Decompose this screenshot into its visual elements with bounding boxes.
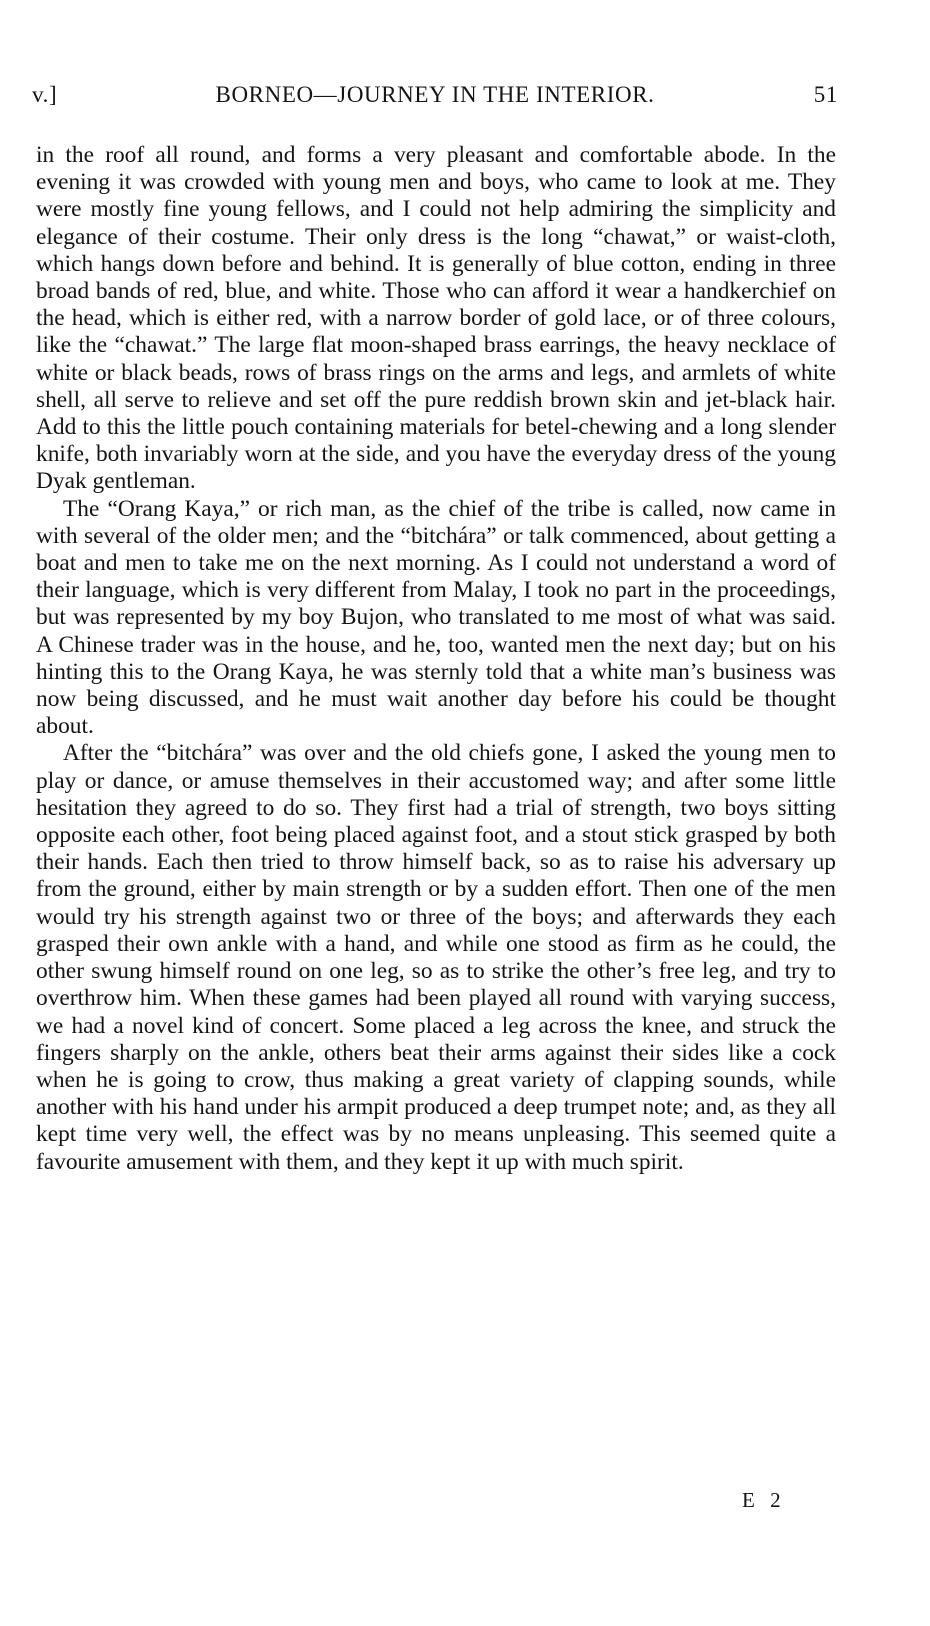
body-text <box>36 142 836 1176</box>
signature-mark: E 2 <box>742 1488 786 1512</box>
page-number: 51 <box>813 82 838 107</box>
paragraph-continued: in the roof all round, and forms a very pleasant and comfortable abode. In the evening it was crowded with young men and boys, who came to look at me. They were mostly fine young fellows, and I could not help admiring the simplicity and elegance of their costume. Their only dress is the long “chawat,” or waist-cloth, which hangs down before and behind. It is generally of blue cotton, ending in three broad bands of red, blue, and white. Those who can afford it wear a handkerchief on the head, which is either red, with a narrow border of gold lace, or of three colours, like the “chawat.” The large flat moon-shaped brass earrings, the heavy necklace of white or black beads, rows of brass rings on the arms and legs, and armlets of white shell, all serve to relieve and set off the pure reddish brown skin and jet-black hair. Add to this the little pouch containing materials for betel-chewing and a long slender knife, both invariably worn at the side, and you have the everyday dress of the young Dyak gentleman. <box>36 142 836 495</box>
paragraph-games: After the “bitchára” was over and the old chiefs gone, I asked the young men to play or dance, or amuse themselves in their accustomed way; and after some little hesitation they agreed to do so. They first had a trial of strength, two boys sitting opposite each other, foot being placed against foot, and a stout stick grasped by both their hands. Each then tried to throw himself back, so as to raise his adversary up from the ground, either by main strength or by a sudden effort. Then one of the men would try his strength against two or three of the boys; and afterwards they each grasped their own ankle with a hand, and while one stood as firm as he could, the other swung himself round on one leg, so as to strike the other’s free leg, and try to overthrow him. When these games had been played all round with varying success, we had a novel kind of concert. Some placed a leg across the knee, and struck the fingers sharply on the ankle, others beat their arms against their sides like a cock when he is going to crow, thus making a great variety of clapping sounds, while another with his hand under his armpit produced a deep trumpet note; and, as they all kept time very well, the effect was by no means unpleasing. This seemed quite a favourite amusement with them, and they kept it up with much spirit. <box>36 740 836 1175</box>
running-title: BORNEO—JOURNEY IN THE INTERIOR. <box>215 82 655 107</box>
chapter-number: v.] <box>32 82 58 107</box>
paragraph-orang-kaya: The “Orang Kaya,” or rich man, as the chief of the tribe is called, now came in with several of the older men; and the “bitchára” or talk commenced, about getting a boat and men to take me on the next morning. As I could not understand a word of their language, which is very different from Malay, I took no part in the proceedings, but was represented by my boy Bujon, who translated to me most of what was said. A Chinese trader was in the house, and he, too, wanted men the next day; but on his hinting this to the Orang Kaya, he was sternly told that a white man’s business was now being discussed, and he must wait another day before his could be thought about. <box>36 495 836 740</box>
running-header <box>32 82 838 112</box>
